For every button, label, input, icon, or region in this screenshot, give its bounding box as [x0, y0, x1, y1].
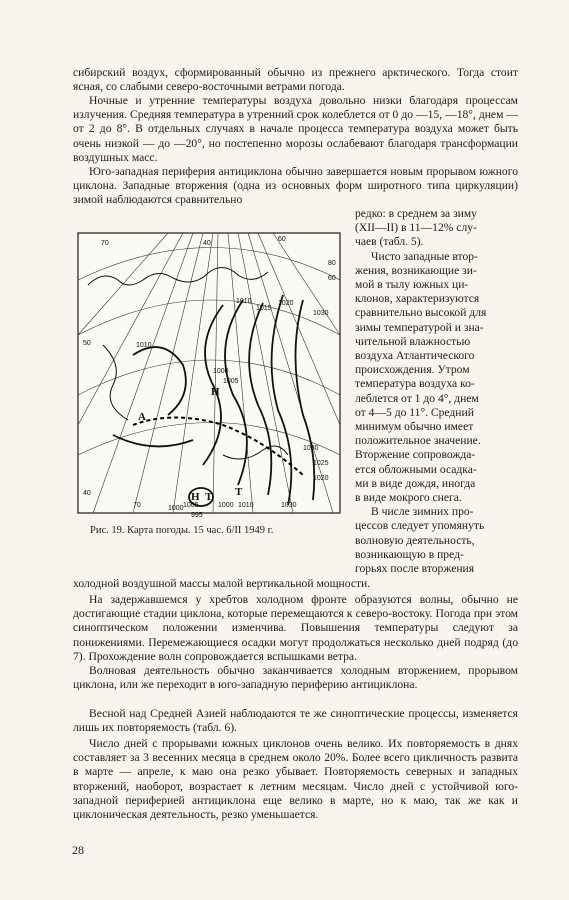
side-line: в виде мокрого снега. — [355, 491, 462, 505]
anticyclone-label: A — [138, 411, 146, 423]
isobar-label: 1030 — [281, 502, 297, 509]
isobar-label: 1020 — [313, 475, 329, 482]
side-line: чаев (табл. 5). — [355, 235, 424, 249]
side-line: редко: в среднем за зиму — [355, 207, 477, 220]
paragraph-3: Юго-западная периферия антициклона обычно завершается новым прорывом южного циклона. Западные вторжения (одна из основных форм широтного типа циркуляции) зимой наблюдаются сравнительно — [73, 165, 518, 207]
isobar-label: 1010 — [236, 298, 252, 305]
paragraph-7: Весной над Средней Азией наблюдаются те же синоптические процессы, изменяется лишь их повторяемость (табл. 6). — [73, 707, 518, 735]
side-column-text — [355, 207, 520, 576]
side-line: положительное значение. — [355, 434, 481, 448]
lon-label: 80 — [328, 260, 336, 267]
paragraph-6: Волновая деятельность обычно заканчивается холодным вторжением, прорывом циклона, или же переходит в юго-западную периферию антициклона. — [73, 664, 518, 692]
weather-map — [73, 225, 348, 525]
side-line: клонов, характеризуются — [355, 292, 480, 306]
weather-map-figure — [73, 225, 348, 525]
isobar-label: 1000 — [168, 505, 184, 512]
lon-label: 60 — [278, 236, 286, 243]
isobar-label: 1000 — [213, 368, 229, 375]
lat-label: 40 — [83, 490, 91, 497]
paragraph-1: сибирский воздух, сформированный обычно из прежнего арктического. Тогда стоит ясная, со слабыми северо-восточными ветрами погода. — [73, 66, 518, 94]
lat-label: 60 — [328, 275, 336, 282]
side-line: зимы температурой и зна- — [355, 320, 484, 334]
side-line: ется обложными осадка- — [355, 462, 477, 476]
side-line: температура воздуха ко- — [355, 377, 475, 391]
side-line: Чисто западные втор- — [371, 249, 478, 263]
isobar-label: 1015 — [256, 305, 272, 312]
side-line: жения, возникающие зи- — [355, 263, 477, 277]
isobar-label: 1025 — [313, 460, 329, 467]
side-line: В числе зимних про- — [371, 505, 474, 519]
side-line: сравнительно высокой для — [355, 306, 487, 320]
side-line: леблется от 1 до 4°, днем — [355, 391, 479, 405]
side-line: Вторжение сопровожда- — [355, 448, 476, 462]
isobar-label: 1000 — [218, 502, 234, 509]
lon-label: 40 — [203, 240, 211, 247]
lon-label: 70 — [133, 502, 141, 509]
isobar-label: 1010 — [238, 502, 254, 509]
low-center-label: T — [205, 491, 213, 503]
side-line: волновую деятельность, — [355, 533, 475, 547]
lat-label: 70 — [101, 240, 109, 247]
isobar-label: 995 — [191, 512, 203, 519]
side-line: горьях после вторжения — [355, 562, 475, 576]
side-line: цессов следует упомянуть — [355, 519, 485, 533]
isobar-label: 1030 — [303, 445, 319, 452]
side-line: ми в виде дождя, иногда — [355, 476, 476, 490]
side-line: мой в тылу южных ци- — [355, 278, 469, 292]
lat-label: 50 — [83, 340, 91, 347]
side-line: от 4—5 до 11°. Средний — [355, 405, 474, 419]
side-line: чительной влажностью — [355, 334, 471, 348]
side-line: (XII—II) в 11—12% слу- — [355, 221, 477, 235]
isobar-label: 1005 — [183, 502, 199, 509]
isobar-label: 1010 — [136, 342, 152, 349]
page-number: 28 — [72, 843, 84, 857]
paragraph-8: Число дней с прорывами южных циклонов очень велико. Их повторяемость в днях составляет за 3 весенних месяца в среднем около 20%. Более всего цикличность развита в марте — апреле, к маю она резко убывает. Повторяемость северных и западных вторжений, наоборот, возрастает к летним месяцам. Число дней с устойчивой юго-западной периферией антициклона еще велико в марте, но к маю, так же как и циклоническая деятельность, резко уменьшается. — [73, 737, 518, 822]
side-line: возникающую в пред- — [355, 547, 464, 561]
isobar-label: 1030 — [313, 310, 329, 317]
paragraph-5: На задержавшемся у хребтов холодном фронте образуются волны, обычно не достигающие стадии циклона, которые перемещаются к северо-востоку. Погода при этом синоптическом положении изменчива. Повышения температуры следуют за понижениями. Перемежающиеся осадки могут продолжаться несколько дней подряд (до 7). Прохождение волн сопровождается вспышками ветра. — [73, 593, 518, 663]
side-line: воздуха Атлантического — [355, 349, 475, 363]
isobar-label: 1005 — [223, 378, 239, 385]
paragraph-4: холодной воздушной массы малой вертикальной мощности. — [73, 577, 371, 590]
side-line: минимум обычно имеет — [355, 420, 474, 434]
paragraph-2: Ночные и утренние температуры воздуха довольно низки благодаря процессам излучения. Средняя температура в утренний срок колеблется от 0 до —15, —18°, днем — от 2 до 8°. В отдельных случаях в начале процесса температура воздуха может быть очень низкой — до —20°, но постепенно морозы ослабевают благодаря трансформации воздушных масс. — [73, 94, 518, 164]
figure-caption: Рис. 19. Карта погоды. 15 час. 6/II 1949 г. — [90, 525, 274, 536]
isobar-label: 1020 — [278, 300, 294, 307]
low-center-label: T — [235, 486, 243, 498]
high-center-label: H — [191, 491, 200, 503]
high-center-label: H — [211, 386, 220, 398]
side-line: происхождения. Утром — [355, 363, 470, 377]
